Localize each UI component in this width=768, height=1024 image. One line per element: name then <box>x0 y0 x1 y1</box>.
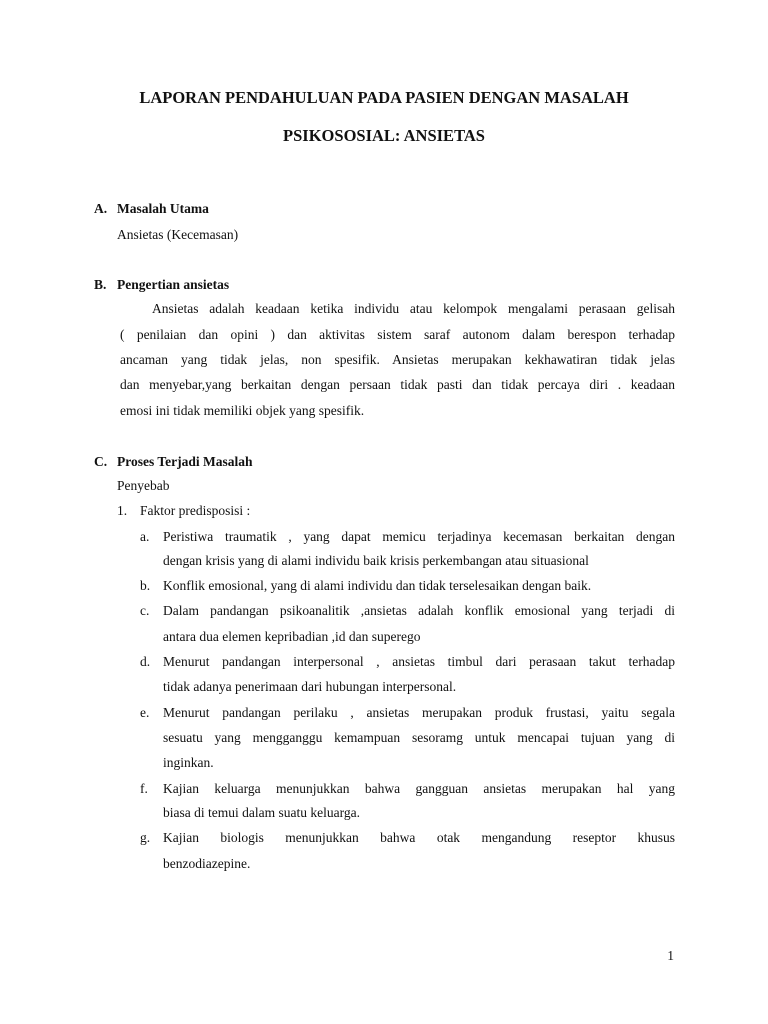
section-b-line-1: Ansietas adalah keadaan ketika individu atau kelompok mengalami perasaan gelisah <box>152 301 675 316</box>
subitem-c-line-1: Dalam pandangan psikoanalitik ,ansietas adalah konflik emosional yang terjadi di <box>163 603 675 618</box>
subitem-f-letter: f. <box>140 781 148 796</box>
subitem-g-letter: g. <box>140 830 151 845</box>
section-a-heading: Masalah Utama <box>117 201 209 216</box>
section-b-line-3: ancaman yang tidak jelas, non spesifik. Ansietas merupakan kekhawatiran tidak jelas <box>120 352 675 367</box>
section-a-letter: A. <box>94 201 108 216</box>
subitem-a-line-1: Peristiwa traumatik , yang dapat memicu terjadinya kecemasan berkaitan dengan <box>163 529 675 544</box>
subitem-b-letter: b. <box>140 578 151 593</box>
section-a-text: Ansietas (Kecemasan) <box>117 227 239 242</box>
subitem-g-line-1: Kajian biologis menunjukkan bahwa otak mengandung reseptor khusus <box>163 830 675 845</box>
subitem-a-letter: a. <box>140 529 150 544</box>
section-b-heading: Pengertian ansietas <box>117 277 230 292</box>
page-number: 1 <box>667 948 674 963</box>
section-c-heading: Proses Terjadi Masalah <box>117 454 253 469</box>
subitem-a-line-2: dengan krisis yang di alami individu baik krisis perkembangan atau situasional <box>163 553 589 568</box>
subitem-g-line-2: benzodiazepine. <box>163 856 251 871</box>
item-label: Faktor predisposisi : <box>140 503 251 518</box>
subitem-d-line-1: Menurut pandangan interpersonal , ansietas timbul dari perasaan takut terhadap <box>163 654 675 669</box>
section-b-line-2: ( penilaian dan opini ) dan aktivitas sistem saraf autonom dalam berespon terhadap <box>120 327 675 342</box>
subitem-e-line-1: Menurut pandangan perilaku , ansietas merupakan produk frustasi, yaitu segala <box>163 705 675 720</box>
subitem-d-line-2: tidak adanya penerimaan dari hubungan interpersonal. <box>163 679 457 694</box>
subitem-c-line-2: antara dua elemen kepribadian ,id dan superego <box>163 629 421 644</box>
title-line-2: PSIKOSOSIAL: ANSIETAS <box>283 126 485 145</box>
section-c-letter: C. <box>94 454 108 469</box>
subitem-d-letter: d. <box>140 654 151 669</box>
subitem-b-line-1: Konflik emosional, yang di alami individu dan tidak terselesaikan dengan baik. <box>163 578 592 593</box>
subitem-e-line-3: inginkan. <box>163 755 214 770</box>
section-b-line-5: emosi ini tidak memiliki objek yang spesifik. <box>120 403 365 418</box>
section-b-letter: B. <box>94 277 107 292</box>
section-c-subheading: Penyebab <box>117 478 170 493</box>
subitem-e-letter: e. <box>140 705 150 720</box>
section-b-line-4: dan menyebar,yang berkaitan dengan persaan tidak pasti dan tidak percaya diri . keadaan <box>120 377 675 392</box>
subitem-c-letter: c. <box>140 603 150 618</box>
subitem-f-line-2: biasa di temui dalam suatu keluarga. <box>163 805 360 820</box>
item-number: 1. <box>117 503 128 518</box>
subitem-e-line-2: sesuatu yang mengganggu kemampuan sesoramg untuk mencapai tujuan yang di <box>163 730 675 745</box>
title-line-1: LAPORAN PENDAHULUAN PADA PASIEN DENGAN MASALAH <box>139 88 629 107</box>
subitem-f-line-1: Kajian keluarga menunjukkan bahwa gangguan ansietas merupakan hal yang <box>163 781 675 796</box>
